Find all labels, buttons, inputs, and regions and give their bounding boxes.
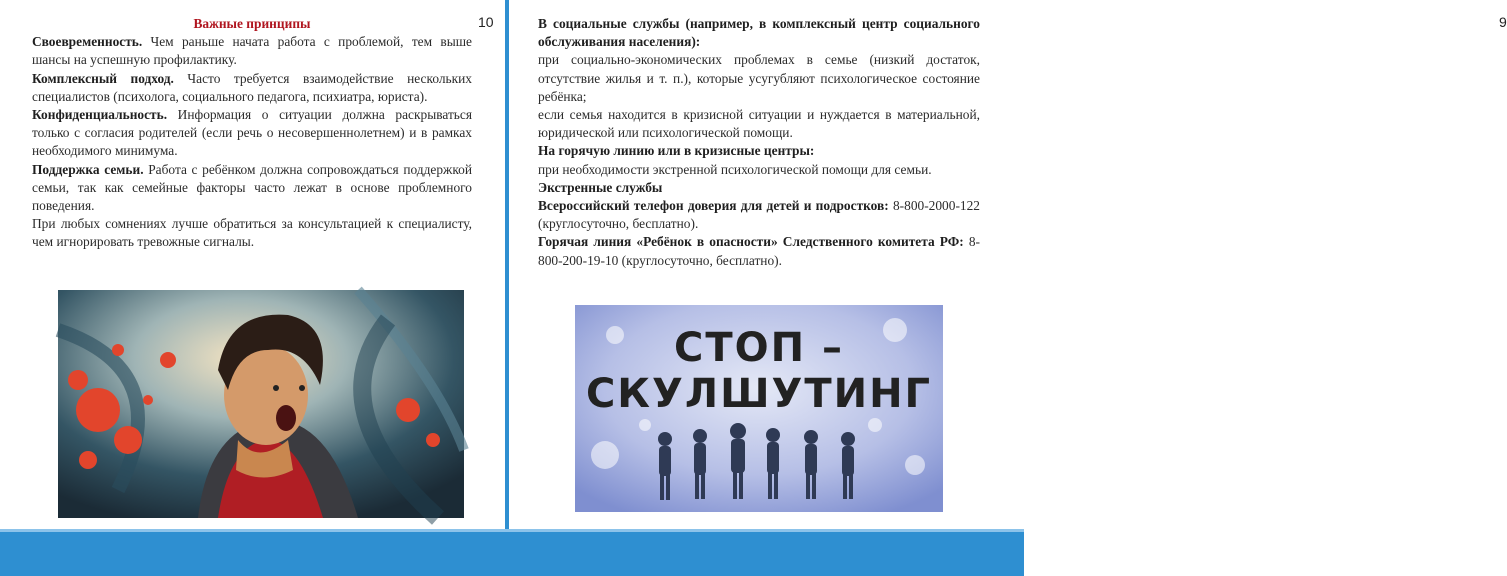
children-helpline: Всероссийский телефон доверия для детей и подростков: 8-800-2000-122 (круглосуточно, бесплатно). (538, 198, 980, 232)
investigative-committee-hotline: Горячая линия «Ребёнок в опасности» Следственного комитета РФ: 8-800-200-19-10 (круглосуточно, бесплатно). (538, 234, 980, 268)
emergency-services-heading: Экстренные службы (538, 179, 663, 195)
paragraph-consultation: При любых сомнениях лучше обратиться за консультацией к специалисту, чем игнорировать тревожные сигналы. (32, 216, 472, 250)
paragraph-confidentiality: Конфиденциальность. Информация о ситуации должна раскрываться только с согласия родителей (если речь о несовершеннолетнем) и в рамках необходимого минимума. (32, 107, 472, 159)
section-heading: Важные принципы (193, 16, 311, 31)
angry-teen-illustration (58, 290, 464, 518)
poster-title-line2: СКУЛШУТИНГ (585, 371, 933, 417)
poster-title-line1: СТОП – (673, 325, 845, 371)
page-number-right: 9 (1499, 14, 1507, 30)
paragraph-family-support: Поддержка семьи. Работа с ребёнком должна сопровождаться поддержкой семьи, так как семейные факторы часто лежат в основе проблемного поведения. (32, 161, 472, 214)
social-services-heading: В социальные службы (например, в комплексный центр социального обслуживания населения): (538, 16, 980, 50)
stop-school-shooting-poster (575, 305, 943, 512)
footer-band (0, 532, 1024, 576)
left-page-text (32, 15, 472, 252)
left-page (0, 0, 505, 530)
paragraph-timeliness: Своевременность. Чем раньше начата работа с проблемой, тем выше шансы на успешную профилактику. (32, 34, 472, 68)
hotline-heading: На горячую линию или в кризисные центры: (538, 143, 815, 159)
right-page-text (538, 15, 980, 270)
social-services-item-crisis: если семья находится в кризисной ситуации и нуждается в материальной, юридической или психологической помощи. (538, 107, 980, 141)
social-services-item-economic: при социально-экономических проблемах в семье (низкий достаток, отсутствие жилья и т. п.), которые усугубляют психологическое состояние ребёнка; (538, 52, 980, 104)
paragraph-complex-approach: Комплексный подход. Часто требуется взаимодействие нескольких специалистов (психолога, социального педагога, психиатра, юриста). (32, 70, 473, 104)
page-number-left: 10 (478, 14, 494, 30)
hotline-item: при необходимости экстренной психологической помощи для семьи. (538, 161, 932, 177)
